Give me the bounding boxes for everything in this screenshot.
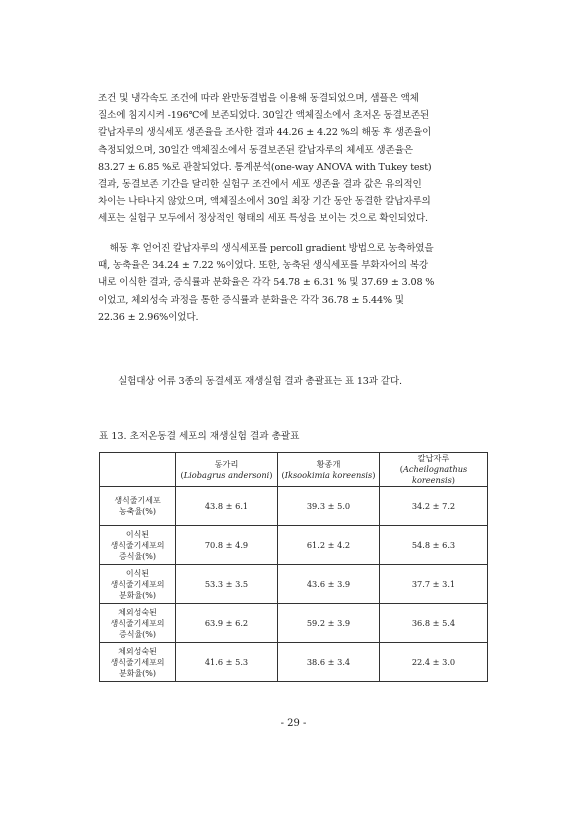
- table-cell: 54.8 ± 6.3: [380, 526, 488, 565]
- paragraph-line: 때, 농축율은 34.24 ± 7.22 %이었다. 또한, 농축된 생식세포를 부화자어의 복강: [98, 260, 428, 272]
- column-scientific-name: (Acheilognathus koreensis): [399, 464, 468, 485]
- column-header-iksookimia: [278, 453, 380, 487]
- paragraph-line: 22.36 ± 2.96%이었다.: [98, 311, 199, 323]
- scientific-name-text: Acheilognathus koreensis: [402, 464, 468, 485]
- table-row: [100, 565, 488, 604]
- table-cell: 43.8 ± 6.1: [176, 487, 278, 526]
- row-label-line: 체외성숙된: [118, 646, 157, 656]
- table-cell: 34.2 ± 7.2: [380, 487, 488, 526]
- table-cell: 61.2 ± 4.2: [278, 526, 380, 565]
- table-cell: 70.8 ± 4.9: [176, 526, 278, 565]
- table-cell: 53.3 ± 3.5: [176, 565, 278, 604]
- paragraph-line: 칼납자루의 생식세포 생존율을 조사한 결과 44.26 ± 4.22 %의 해동 후 생존율이: [98, 127, 432, 139]
- row-label-line: 분화율(%): [118, 668, 157, 678]
- paragraph-line: 질소에 침지시켜 -196℃에 보존되었다. 30일간 액체질소에서 초저온 동결보존된: [98, 110, 430, 122]
- row-label-line: 이식된: [125, 529, 150, 539]
- paragraph-line: 이었고, 체외성숙 과정을 통한 증식률과 분화율은 각각 36.78 ± 5.44% 및: [98, 294, 404, 306]
- table-caption: 표 13. 초저온동결 세포의 재생실험 결과 총괄표: [99, 431, 300, 442]
- row-label-line: 분화율(%): [118, 590, 157, 600]
- row-label: [100, 565, 176, 604]
- row-label: [100, 643, 176, 682]
- column-korean-name: 칼납자루: [417, 453, 450, 463]
- paragraph-line: 차이는 나타나지 않았으며, 액체질소에서 30일 최장 기간 동안 동결한 칼납자루의: [98, 196, 431, 208]
- table-cell: 43.6 ± 3.9: [278, 565, 380, 604]
- column-header-liobagrus: [176, 453, 278, 487]
- page-number: - 29 -: [280, 718, 307, 729]
- table-corner-cell: [100, 453, 176, 487]
- paragraph-line: 83.27 ± 6.85 %로 관찰되었다. 통계분석(one-way ANOVA with Tukey test): [98, 161, 432, 173]
- row-label-line: 생식줄기세포의: [110, 618, 165, 628]
- paragraph-line: 해동 후 얻어진 칼납자루의 생식세포를 percoll gradient 방법으로 농축하였을: [98, 243, 434, 254]
- table-header-row: [100, 453, 488, 487]
- row-label-line: 생식줄기세포: [114, 496, 161, 505]
- column-korean-name: 동가리: [214, 458, 239, 469]
- row-label-line: 생식줄기세포의: [110, 657, 165, 667]
- table-cell: 38.6 ± 3.4: [278, 643, 380, 682]
- paragraph-line: 조건 및 냉각속도 조건에 따라 완만동결법을 이용해 동결되었으며, 샘플은 액체: [98, 93, 419, 104]
- row-label-line: 증식율(%): [118, 551, 157, 561]
- row-label-line: 증식율(%): [118, 629, 157, 639]
- paragraph-line: 결과, 동결보존 기간을 달리한 실험구 조건에서 세포 생존율 결과 값은 유의적인: [98, 179, 422, 191]
- row-label-line: 생식줄기세포의: [110, 579, 165, 589]
- row-label: [100, 526, 176, 565]
- results-table: [99, 452, 488, 682]
- row-label-line: 생식줄기세포의: [110, 540, 165, 550]
- row-label: [100, 487, 176, 526]
- paragraph-1: [98, 90, 490, 228]
- table-cell: 41.6 ± 5.3: [176, 643, 278, 682]
- scientific-name-text: Liobagrus andersoni: [183, 469, 270, 480]
- column-korean-name: 황종개: [316, 458, 341, 469]
- row-label-line: 체외성숙된: [118, 607, 157, 617]
- paragraph-3: [118, 373, 498, 390]
- scientific-name-text: Iksookimia koreensis: [284, 469, 373, 480]
- table-row: [100, 604, 488, 643]
- column-scientific-name: (Iksookimia koreensis): [281, 469, 376, 480]
- paragraph-2: [98, 240, 490, 326]
- table-cell: 37.7 ± 3.1: [380, 565, 488, 604]
- paragraph-line: 내로 이식한 결과, 증식률과 분화율은 각각 54.78 ± 6.31 % 및 37.69 ± 3.08 %: [98, 277, 435, 289]
- table-cell: 36.8 ± 5.4: [380, 604, 488, 643]
- table-row: [100, 487, 488, 526]
- row-label: [100, 604, 176, 643]
- paragraph-line: 실험대상 어류 3종의 동결세포 재생실험 결과 총괄표는 표 13과 같다.: [118, 376, 402, 387]
- table-row: [100, 526, 488, 565]
- row-label-line: 이식된: [125, 568, 150, 578]
- table-cell: 59.2 ± 3.9: [278, 604, 380, 643]
- paragraph-line: 세포는 실험구 모두에서 정상적인 형태의 세포 특성을 보이는 것으로 확인되었다.: [98, 213, 428, 225]
- column-scientific-name: (Liobagrus andersoni): [180, 469, 273, 480]
- table-cell: 39.3 ± 5.0: [278, 487, 380, 526]
- table-cell: 22.4 ± 3.0: [380, 643, 488, 682]
- table-cell: 63.9 ± 6.2: [176, 604, 278, 643]
- paragraph-line: 측정되었으며, 30일간 액체질소에서 동결보존된 칼납자루의 체세포 생존율은: [98, 144, 413, 156]
- row-label-line: 농축율(%): [118, 507, 157, 516]
- column-header-acheilognathus: [380, 453, 488, 487]
- table-row: [100, 643, 488, 682]
